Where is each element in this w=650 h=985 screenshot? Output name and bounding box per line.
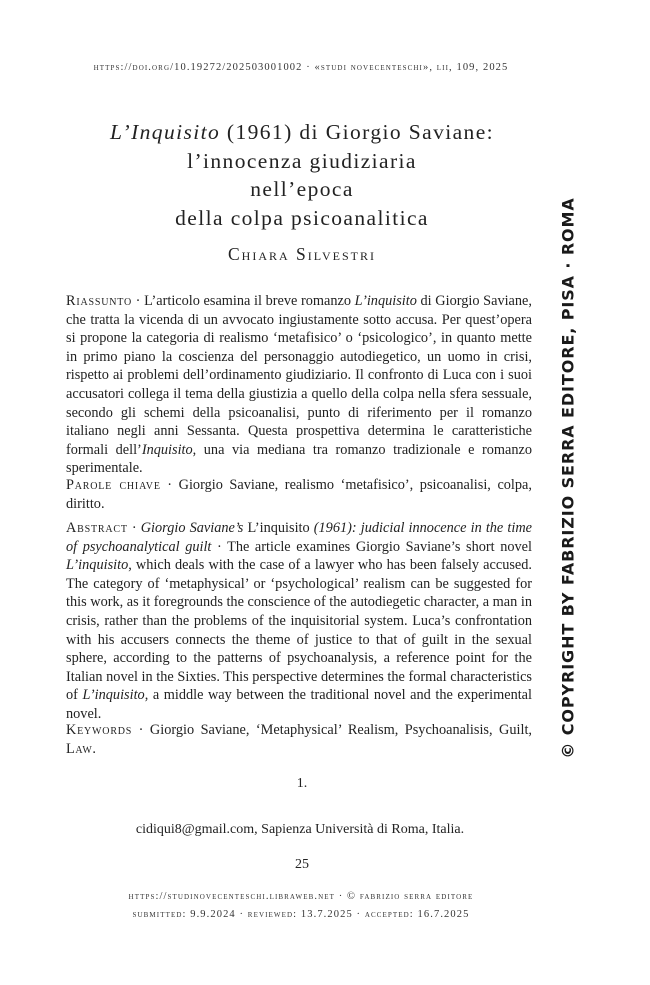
abstract-title-italic: Giorgio Saviane’s (140, 520, 248, 536)
copyright-vertical-text: © COPYRIGHT BY FABRIZIO SERRA EDITORE, PISA · ROMA (558, 197, 578, 759)
work-title-italic: L’inquisito (354, 293, 417, 309)
parole-chiave-text: Giorgio Saviane, realismo ‘metafisico’, psicoanalisi, colpa, diritto. (66, 477, 532, 512)
footnote-text: cidiqui8@gmail.com, Sapienza Università di Roma, Italia. (135, 822, 465, 837)
keywords-text: Giorgio Saviane, ‘Metaphysical’ Realism, Psychoanalisis, Guilt, (149, 722, 532, 738)
abstract-label: Abstract (66, 520, 128, 536)
abstract-title-italic: (1961): judicial innocence in the time of psychoanalytical guilt (66, 520, 533, 555)
footer-line-2: submitted: 9.9.2024 · reviewed: 13.7.2025 · accepted: 16.7.2025 (132, 909, 470, 920)
title-line-2: l’innocenza giudiziaria (187, 148, 417, 173)
abstract-text: , a middle way between the traditional novel and the experimental novel. (66, 687, 533, 722)
separator: · (127, 520, 141, 536)
riassunto-text: L’articolo esamina il breve romanzo (144, 293, 355, 309)
title-line-4: della colpa psicoanalitica (175, 205, 429, 230)
keywords-paragraph (66, 721, 532, 758)
abstract-text: The article examines Giorgio Saviane’s short novel (227, 538, 532, 555)
work-title-italic: L’inquisito (82, 687, 145, 704)
riassunto-label: Riassunto (66, 293, 133, 309)
separator: · (132, 722, 150, 738)
abstract-text: , which deals with the case of a lawyer who has been falsely accused. The category of ‘metaphysical’ or ‘psychological’ realism can be suggested for this work, as it foregrounds the conscience of the autodiegetic character, a man in crisis, rather than the problems of the inquisitorial system. Luca’s confrontation with his accusers connects the theme of justice to that of guilt in the sexual sphere, according to the patterns of psychoanalysis, a reference point for the Italian novel in the Sixties. This perspective determines the formal characteristics of (66, 557, 532, 704)
title-line-1-rest: (1961) di Giorgio Saviane: (220, 120, 495, 144)
abstract-title-roman: L’inquisito (247, 520, 310, 536)
separator: · (132, 293, 145, 309)
separator: · (211, 538, 228, 555)
riassunto-text: di Giorgio Saviane, che tratta la vicenda di un avvocato ingiustamente sotto accusa. Per quest’opera si propone la categoria di realismo ‘metafisico’ o ‘psicologico’, in quanto mette in primo piano la coscienza del personaggio autodiegetico, un uomo in crisi, rispetto ai problemi dell’ordinamento giudiziario. Il confronto di Luca con i suoi accusatori collega il tema della giustizia a quello della colpa nella sfera sessuale, secondo gli schemi della psicoanalisi, punto di riferimento per il romanzo italiano negli anni Sessanta. Questa prospettiva determina le caratteristiche formali dell’ (66, 293, 532, 458)
work-title-italic: Inquisito (141, 441, 193, 458)
running-header: https://doi.org/10.19272/202503001002 · «studi novecenteschi», lii, 109, 2025 (93, 62, 509, 73)
parole-chiave-paragraph (66, 476, 532, 513)
work-title-italic: L’inquisito (66, 557, 129, 574)
article-title (56, 118, 548, 232)
abstract-paragraph (66, 519, 532, 724)
separator: · (160, 477, 179, 493)
footer-line-1: https://studinovecenteschi.libraweb.net · © fabrizio serra editore (128, 891, 474, 902)
parole-chiave-label: Parole chiave (66, 477, 161, 493)
title-line-1 (56, 118, 548, 147)
keywords-label: Keywords (66, 722, 133, 738)
riassunto-paragraph (66, 292, 532, 478)
author-name: Chiara Silvestri (227, 244, 376, 264)
title-line-3: nell’epoca (250, 177, 354, 201)
page-number: 25 (295, 857, 309, 872)
title-work-name: L’Inquisito (109, 120, 221, 144)
footnote-number: 1. (296, 776, 308, 791)
copyright-side-strip (552, 196, 584, 760)
keywords-last: Law. (66, 740, 97, 757)
riassunto-text: , una via mediana tra romanzo tradizionale e romanzo sperimentale. (66, 441, 532, 477)
